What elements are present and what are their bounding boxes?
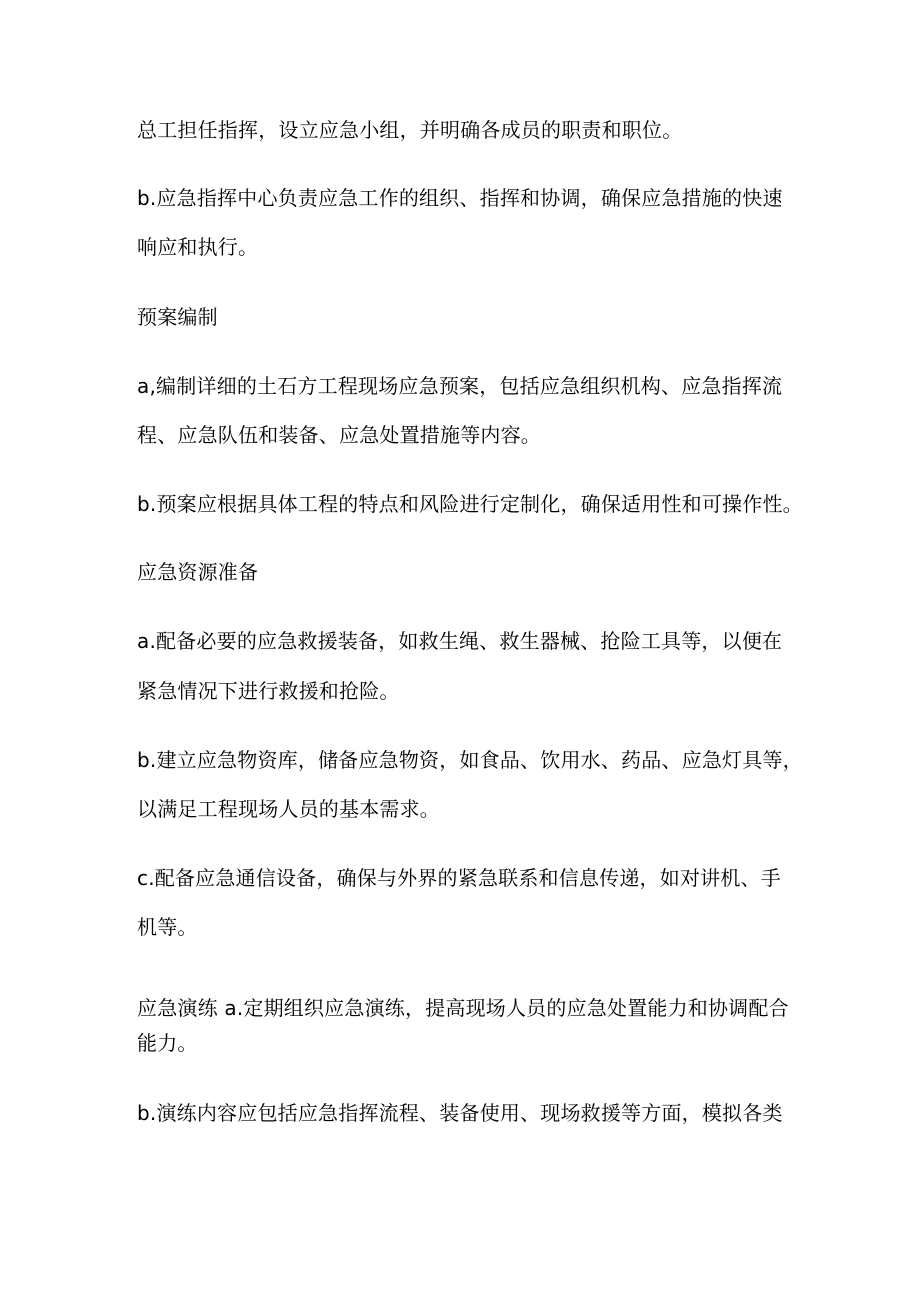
paragraph-command-line: 总工担任指挥，设立应急小组，并明确各成员的职责和职位。 <box>137 118 683 142</box>
paragraph-a-equipment-line-2: 紧急情况下进行救援和抢险。 <box>137 679 400 703</box>
paragraph-b-drill-content: b.演练内容应包括应急指挥流程、装备使用、现场救援等方面，模拟各类 <box>137 1101 783 1125</box>
paragraph-emergency-drill-line-1: 应急演练 a.定期组织应急演练，提高现场人员的应急处置能力和协调配合 <box>137 996 789 1020</box>
paragraph-b-supplies-line-1: b.建立应急物资库，储备应急物资，如食品、饮用水、药品、应急灯具等， <box>137 748 803 772</box>
paragraph-b-command-center-line-1: b.应急指挥中心负责应急工作的组织、指挥和协调，确保应急措施的快速 <box>137 186 783 210</box>
paragraph-a-plan-line-1: a,编制详细的土石方工程现场应急预案，包括应急组织机构、应急指挥流 <box>137 374 783 398</box>
paragraph-emergency-drill-line-2: 能力。 <box>137 1031 198 1055</box>
paragraph-b-supplies-line-2: 以满足工程现场人员的基本需求。 <box>137 797 440 821</box>
paragraph-c-communication-line-1: c.配备应急通信设备，确保与外界的紧急联系和信息传递，如对讲机、手 <box>137 866 781 890</box>
paragraph-c-communication-line-2: 机等。 <box>137 915 198 939</box>
paragraph-b-command-center-line-2: 响应和执行。 <box>137 235 259 259</box>
paragraph-b-plan-customization: b.预案应根据具体工程的特点和风险进行定制化，确保适用性和可操作性。 <box>137 492 803 516</box>
section-heading-plan-preparation: 预案编制 <box>137 305 218 329</box>
paragraph-a-plan-line-2: 程、应急队伍和装备、应急处置措施等内容。 <box>137 423 541 447</box>
paragraph-a-equipment-line-1: a.配备必要的应急救援装备，如救生绳、救生器械、抢险工具等，以便在 <box>137 629 783 653</box>
section-heading-resource-preparation: 应急资源准备 <box>137 560 259 584</box>
